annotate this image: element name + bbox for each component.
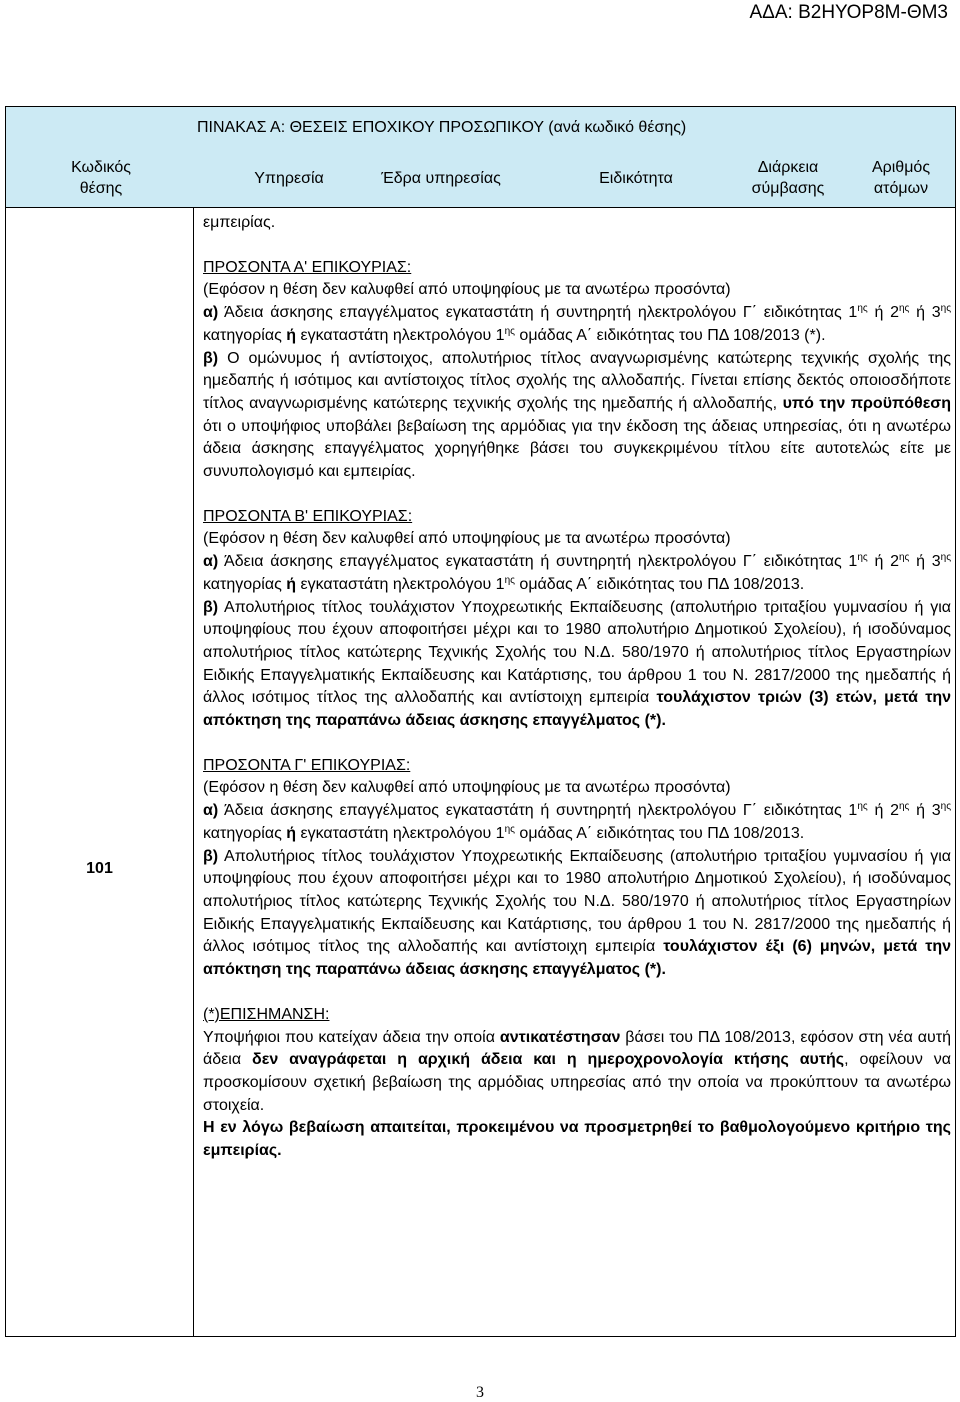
page-number: 3 [476,1384,484,1401]
section-c-heading: ΠΡΟΣΟΝΤΑ Γ' ΕΠΙΚΟΥΡΙΑΣ: [203,756,411,774]
column-header-service: Υπηρεσία [254,169,324,187]
section-a-item-b: β) Ο ομώνυμος ή αντίστοιχος, απολυτήριος τίτλος αναγνωρισμένης κατώτερης τεχνικής σχολής της ημεδαπής ή ισότιμος και αντίστοιχος τίτλος σχολής της αλλοδαπής. Γίνεται επίσης δεκτός οποιοσδήποτε τίτλος αναγνωρισμένης κατώτερης τεχνικής σχολής της ημεδαπής ή αλλοδαπής, υπό την προϋπόθεση ότι ο υποψήφιος υποβάλει βεβαίωση της αρμόδιας για την έκδοση της άδειας υπηρεσίας, ότι η ανωτέρω άδεια άσκησης επαγγέλματος χορηγήθηκε βάσει του συγκεκριμένου τίτλου είτε αυτοτελώς είτε με συνυπολογισμό και εμπειρίας. [203,349,952,481]
section-b-heading: ΠΡΟΣΟΝΤΑ Β' ΕΠΙΚΟΥΡΙΑΣ: [203,507,413,525]
note-paragraph-1: Υποψήφιοι που κατείχαν άδεια την οποία αντικατέστησαν βάσει του ΠΔ 108/2013, εφόσον στη νέα αυτή άδεια δεν αναγράφεται η αρχική άδεια και η ημεροχρονολογία κτήσης αυτής, οφείλουν να προσκομίσουν σχετική βεβαίωση της αρμόδιας υπηρεσίας από την οποία να προκύπτουν τα ανωτέρω στοιχεία. [203,1028,952,1114]
column-header-specialty: Ειδικότητα [599,169,673,187]
section-a-heading: ΠΡΟΣΟΝΤΑ Α' ΕΠΙΚΟΥΡΙΑΣ: [203,258,412,276]
column-header-duration: Διάρκεια σύμβασης [751,159,825,197]
note-section [203,1004,951,1163]
section-b-condition: (Εφόσον η θέση δεν καλυφθεί από υποψηφίους με τα ανωτέρω προσόντα) [203,530,731,548]
section-c [203,755,951,982]
section-b [203,506,951,733]
column-header-code: Κωδικός θέσης [71,159,131,197]
column-header-seat: Έδρα υπηρεσίας [381,169,501,187]
code-cell [6,208,194,1336]
section-c-item-a: α) Άδεια άσκησης επαγγέλματος εγκαταστάτη ή συντηρητή ηλεκτρολόγου Γ΄ ειδικότητας $1^{\eta\varsigma}$ ή $2^{\eta\varsigma}$ ή $3^{\eta\varsigma}$ κατηγορίας ή εγκαταστάτη ηλεκτρολόγου $1^{\eta\varsigma}$ ομάδας Α΄ ειδικότητας του ΠΔ 108/2013. [203,801,952,842]
section-b-item-b: β) Απολυτήριος τίτλος τουλάχιστον Υποχρεωτικής Εκπαίδευσης (απολυτήριο τριταξίου γυμνασίου ή για υποψηφίους που έχουν αποφοιτήσει μέχρι και το 1980 απολυτήριο Δημοτικού Σχολείου), ή ισοδύναμος απολυτήριος τίτλος κατώτερης Τεχνικής Σχολής του Ν.Δ. 580/1970 ή απολυτήριος τίτλος Εργαστηρίων Ειδικής Επαγγελματικής Εκπαίδευσης και Κατάρτισης, του άρθρου 1 του Ν. 2817/2000 της ημεδαπής ή άλλος ισότιμος τίτλος της αλλοδαπής και αντίστοιχη εμπειρία τουλάχιστον τριών (3) ετών, μετά την απόκτηση της παραπάνω άδειας άσκησης επαγγέλματος (*). [203,598,952,730]
note-paragraph-2: Η εν λόγω βεβαίωση απαιτείται, προκειμένου να προσμετρηθεί το βαθμολογούμενο κριτήριο της εμπειρίας. [203,1119,951,1160]
section-a-item-a: α) Άδεια άσκησης επαγγέλματος εγκαταστάτη ή συντηρητή ηλεκτρολόγου Γ΄ ειδικότητας $1^{\eta\varsigma}$ ή $2^{\eta\varsigma}$ ή $3^{\eta\varsigma}$ κατηγορίας ή εγκαταστάτη ηλεκτρολόγου $1^{\eta\varsigma}$ ομάδας Α΄ ειδικότητας του ΠΔ 108/2013 (*). [203,303,952,344]
table-body [6,208,955,1336]
position-code: 101 [86,860,113,877]
section-b-item-a: α) Άδεια άσκησης επαγγέλματος εγκαταστάτη ή συντηρητή ηλεκτρολόγου Γ΄ ειδικότητας $1^{\eta\varsigma}$ ή $2^{\eta\varsigma}$ ή $3^{\eta\varsigma}$ κατηγορίας ή εγκαταστάτη ηλεκτρολόγου $1^{\eta\varsigma}$ ομάδας Α΄ ειδικότητας του ΠΔ 108/2013. [203,552,952,593]
table-title: ΠΙΝΑΚΑΣ Α: ΘΕΣΕΙΣ ΕΠΟΧΙΚΟΥ ΠΡΟΣΩΠΙΚΟΥ (ανά κωδικό θέσης) [197,119,687,136]
positions-table [5,106,956,1337]
ada-code: ΑΔΑ: Β2ΗΥΟΡ8Μ-ΘΜ3 [749,2,948,23]
column-header-count: Αριθμός ατόμων [871,159,931,197]
table-header [6,107,955,208]
previous-text-tail: εμπειρίας. [203,214,276,231]
qualifications-content [203,212,951,1163]
note-heading: (*)ΕΠΙΣΗΜΑΝΣΗ: [203,1005,330,1023]
section-c-item-b: β) Απολυτήριος τίτλος τουλάχιστον Υποχρεωτικής Εκπαίδευσης (απολυτήριο τριταξίου γυμνασίου ή για υποψηφίους που έχουν αποφοιτήσει μέχρι και το 1980 απολυτήριο Δημοτικού Σχολείου), ή ισοδύναμος απολυτήριος τίτλος κατώτερης Τεχνικής Σχολής του Ν.Δ. 580/1970 ή απολυτήριος τίτλος Εργαστηρίων Ειδικής Επαγγελματικής Εκπαίδευσης και Κατάρτισης, του άρθρου 1 του Ν. 2817/2000 της ημεδαπής ή άλλος ισότιμος τίτλος της αλλοδαπής και αντίστοιχη εμπειρία τουλάχιστον έξι (6) μηνών, μετά την απόκτηση της παραπάνω άδειας άσκησης επαγγέλματος (*). [203,847,952,979]
section-a [203,257,951,484]
section-c-condition: (Εφόσον η θέση δεν καλυφθεί από υποψηφίους με τα ανωτέρω προσόντα) [203,779,731,797]
section-a-condition: (Εφόσον η θέση δεν καλυφθεί από υποψηφίους με τα ανωτέρω προσόντα) [203,281,731,299]
